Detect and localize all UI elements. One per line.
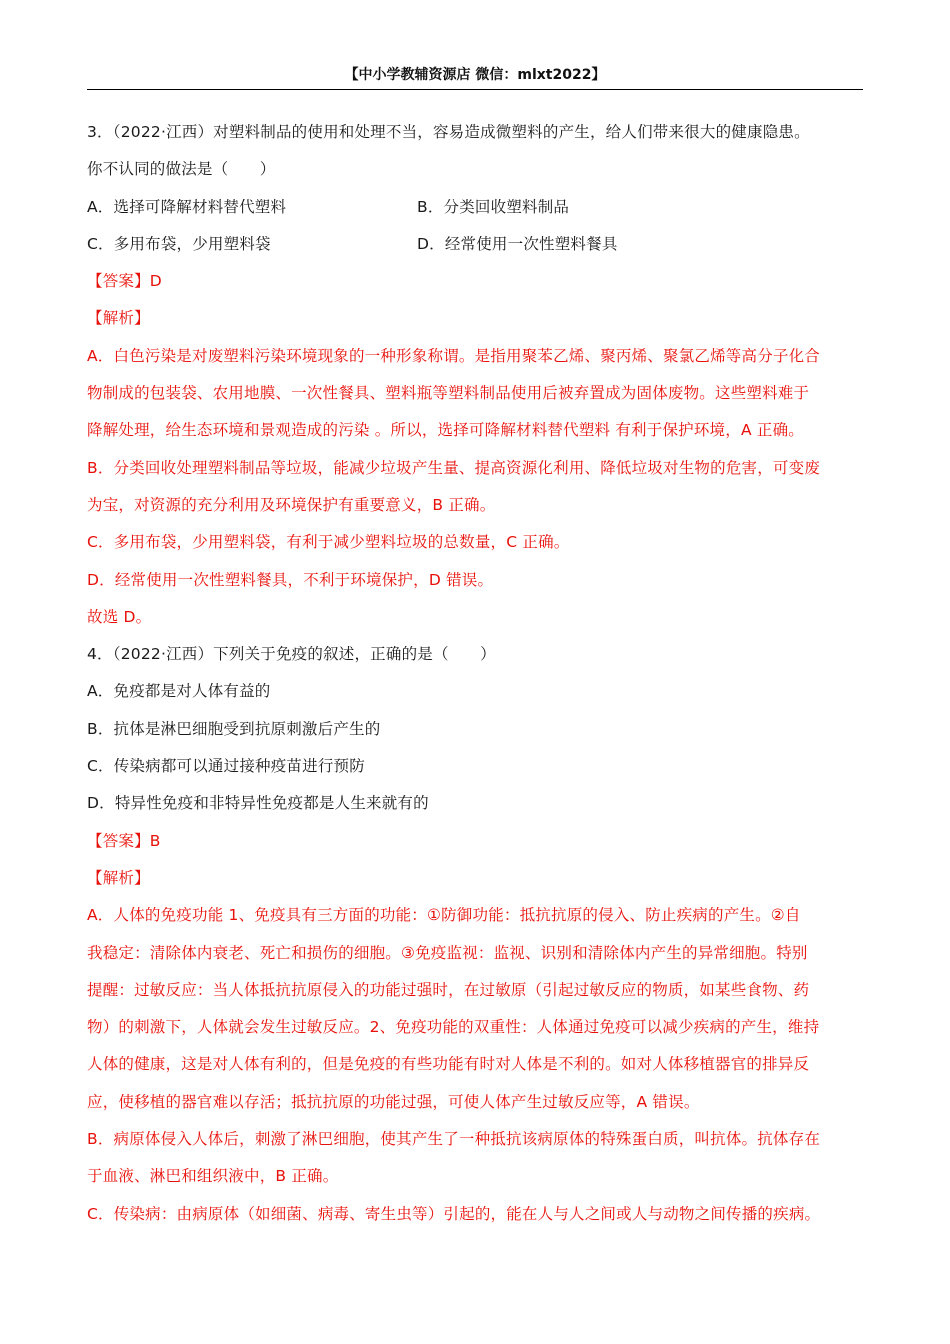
q3-stem-line-1: 3．（2022·江西）对塑料制品的使用和处理不当，容易造成微塑料的产生，给人们带来很大的健康隐患。	[87, 123, 810, 141]
q4-option-a: A．免疫都是对人体有益的	[87, 682, 271, 701]
q4-analysis-line: 人体的健康，这是对人体有利的，但是免疫的有些功能有时对人体是不利的。如对人体移植器官的排异反	[87, 1055, 810, 1074]
q3-analysis-line: D．经常使用一次性塑料餐具，不利于环境保护，D 错误。	[87, 570, 494, 589]
q4-analysis-line: B．病原体侵入人体后，刺激了淋巴细胞，使其产生了一种抵抗该病原体的特殊蛋白质，叫抗体。抗体存在	[87, 1130, 821, 1149]
q3-answer: 【答案】D	[87, 272, 162, 291]
q4-analysis-line: C．传染病：由病原体（如细菌、病毒、寄生虫等）引起的，能在人与人之间或人与动物之间传播的疾病。	[87, 1204, 821, 1223]
document-body	[87, 114, 865, 1233]
q3-option-a: A．选择可降解材料替代塑料	[87, 197, 287, 216]
q4-option-d: D．特异性免疫和非特异性免疫都是人生来就有的	[87, 794, 429, 813]
q3-analysis-line: A．白色污染是对废塑料污染环境现象的一种形象称谓。是指用聚苯乙烯、聚丙烯、聚氯乙烯等高分子化合	[87, 346, 821, 365]
q3-option-c: C．多用布袋，少用塑料袋	[87, 234, 271, 253]
q3-options-row-1	[87, 189, 865, 226]
q4-analysis-line: 应，使移植的器官难以存活；抵抗抗原的功能过强，可使人体产生过敏反应等，A 错误。	[87, 1092, 700, 1111]
q4-analysis-label: 【解析】	[87, 868, 150, 887]
q4-analysis-line: 于血液、淋巴和组织液中，B 正确。	[87, 1167, 339, 1186]
q3-option-d: D．经常使用一次性塑料餐具	[417, 234, 618, 253]
q4-analysis-line: A．人体的免疫功能 1、免疫具有三方面的功能：①防御功能：抵抗抗原的侵入、防止疾病的产生。②自	[87, 906, 801, 925]
q4-answer: 【答案】B	[87, 831, 161, 850]
q3-analysis-line: C．多用布袋，少用塑料袋，有利于减少塑料垃圾的总数量，C 正确。	[87, 533, 570, 552]
q3-analysis-line: 降解处理，给生态环境和景观造成的污染 。所以，选择可降解材料替代塑料 有利于保护环境，A 正确。	[87, 421, 804, 440]
q3-stem-line-2: 你不认同的做法是（ ）	[87, 160, 276, 179]
q3-analysis-line: 物制成的包装袋、农用地膜、一次性餐具、塑料瓶等塑料制品使用后被弃置成为固体废物。这些塑料难于	[87, 384, 810, 403]
q3-analysis-label: 【解析】	[87, 309, 150, 328]
q4-option-c: C．传染病都可以通过接种疫苗进行预防	[87, 757, 365, 776]
page-header: 【中小学教辅资源店 微信：mlxt2022】	[87, 64, 863, 90]
q3-conclusion: 故选 D。	[87, 607, 152, 626]
q3-analysis-line: 为宝，对资源的充分利用及环境保护有重要意义，B 正确。	[87, 495, 496, 514]
q4-option-b: B．抗体是淋巴细胞受到抗原刺激后产生的	[87, 719, 381, 738]
q3-option-b: B．分类回收塑料制品	[417, 197, 570, 216]
q4-analysis-line: 提醒：过敏反应：当人体抵抗抗原侵入的功能过强时，在过敏原（引起过敏反应的物质，如某些食物、药	[87, 980, 810, 999]
q3-analysis-line: B．分类回收处理塑料制品等垃圾，能减少垃圾产生量、提高资源化利用、降低垃圾对生物的危害，可变废	[87, 458, 821, 477]
q4-stem: 4．（2022·江西）下列关于免疫的叙述，正确的是（ ）	[87, 645, 496, 664]
q3-options-row-2	[87, 226, 865, 263]
q4-analysis-line: 物）的刺激下，人体就会发生过敏反应。2、免疫功能的双重性：人体通过免疫可以减少疾病的产生，维持	[87, 1018, 820, 1037]
q4-analysis-line: 我稳定：清除体内衰老、死亡和损伤的细胞。③免疫监视：监视、识别和清除体内产生的异常细胞。特别	[87, 943, 808, 962]
